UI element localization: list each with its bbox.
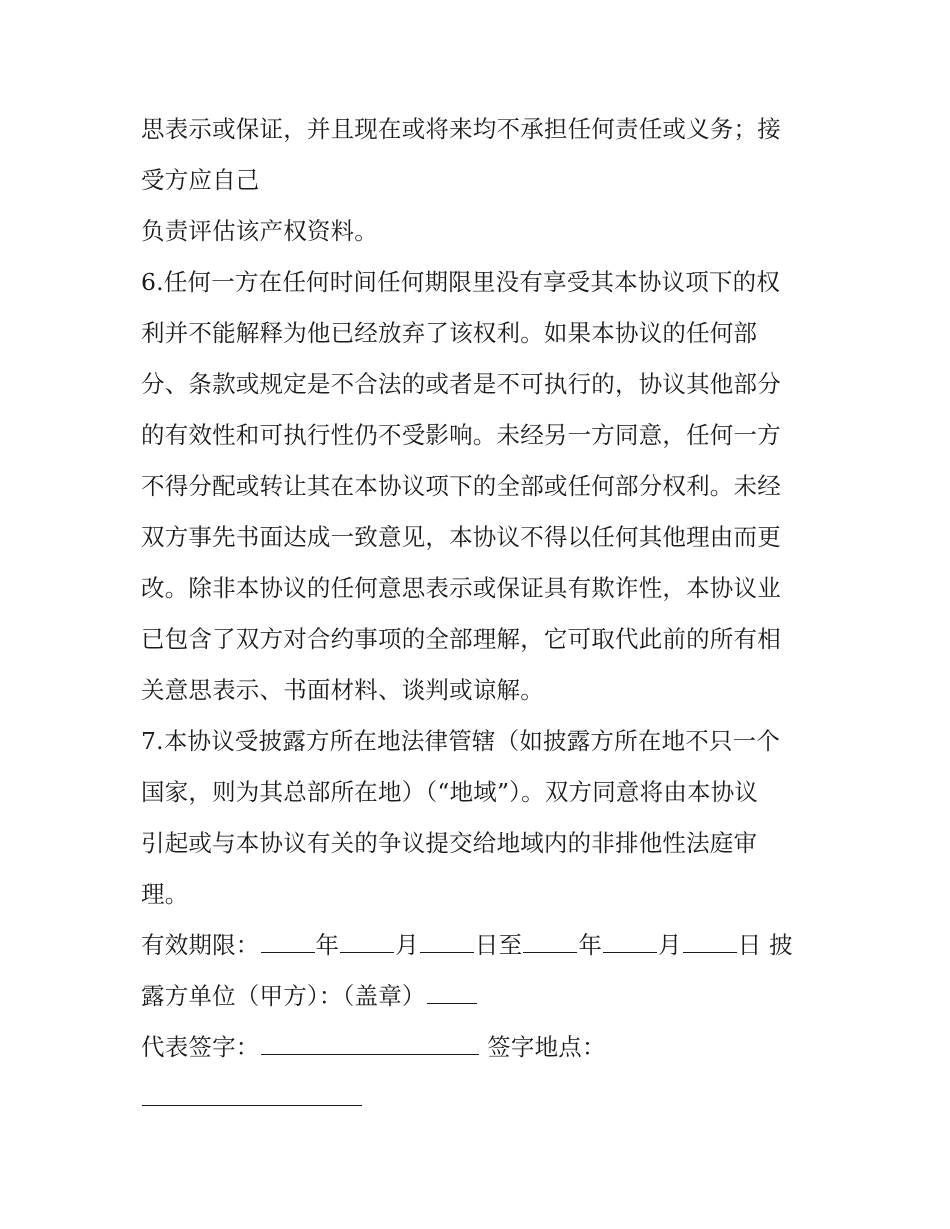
text-line: 分、条款或规定是不合法的或者是不可执行的，协议其他部分 — [141, 370, 781, 398]
representative-signature-blank[interactable] — [261, 1032, 479, 1055]
party-label: 露方单位（甲方）：（盖章） — [141, 982, 426, 1010]
start-month-blank[interactable] — [340, 930, 394, 953]
year-label: 年 — [315, 931, 340, 959]
signing-place-blank[interactable] — [142, 1083, 362, 1106]
text-line: 不得分配或转让其在本协议项下的全部或任何部分权利。未经 — [141, 472, 781, 500]
end-day-blank[interactable] — [683, 930, 737, 953]
day-end-label: 日 披 — [737, 931, 793, 959]
signing-place-label: 签字地点： — [479, 1033, 606, 1061]
month-label: 月 — [658, 931, 682, 959]
signing-place-line — [141, 1073, 821, 1124]
text-line: 国家，则为其总部所在地）（“地域”）。双方同意将由本协议 — [141, 778, 759, 806]
text-line: 改。除非本协议的任何意思表示或保证具有欺诈性，本协议业 — [141, 574, 781, 602]
text-line: 双方事先书面达成一致意见，本协议不得以任何其他理由而更 — [141, 523, 781, 551]
start-year-blank[interactable] — [261, 930, 315, 953]
text-line: 负责评估该产权资料。 — [141, 217, 378, 245]
validity-period-line — [141, 920, 821, 971]
text-line: 思表示或保证，并且现在或将来均不承担任何责任或义务；接 — [141, 115, 781, 143]
text-line: 的有效性和可执行性仍不受影响。未经另一方同意，任何一方 — [141, 421, 781, 449]
end-month-blank[interactable] — [603, 930, 657, 953]
start-day-blank[interactable] — [420, 930, 474, 953]
text-line: 理。 — [141, 880, 189, 908]
representative-signature-label: 代表签字： — [141, 1033, 260, 1061]
end-year-blank[interactable] — [523, 930, 577, 953]
month-label: 月 — [395, 931, 419, 959]
signature-line — [141, 1022, 821, 1073]
document-body — [141, 104, 821, 1124]
text-line: 6.任何一方在任何时间任何期限里没有享受其本协议项下的权 — [141, 268, 781, 296]
seal-blank[interactable] — [427, 981, 477, 1004]
text-line: 受方应自己 — [141, 166, 260, 194]
year-label: 年 — [578, 931, 603, 959]
party-line — [141, 971, 821, 1022]
text-line: 已包含了双方对合约事项的全部理解，它可取代此前的所有相 — [141, 625, 781, 653]
text-line: 引起或与本协议有关的争议提交给地域内的非排他性法庭审 — [141, 829, 758, 857]
validity-label: 有效期限： — [141, 931, 260, 959]
day-to-label: 日至 — [474, 931, 523, 959]
text-line: 关意思表示、书面材料、谈判或谅解。 — [141, 676, 544, 704]
text-line: 7.本协议受披露方所在地法律管辖（如披露方所在地不只一个 — [141, 727, 781, 755]
text-line: 利并不能解释为他已经放弃了该权利。如果本协议的任何部 — [141, 319, 758, 347]
